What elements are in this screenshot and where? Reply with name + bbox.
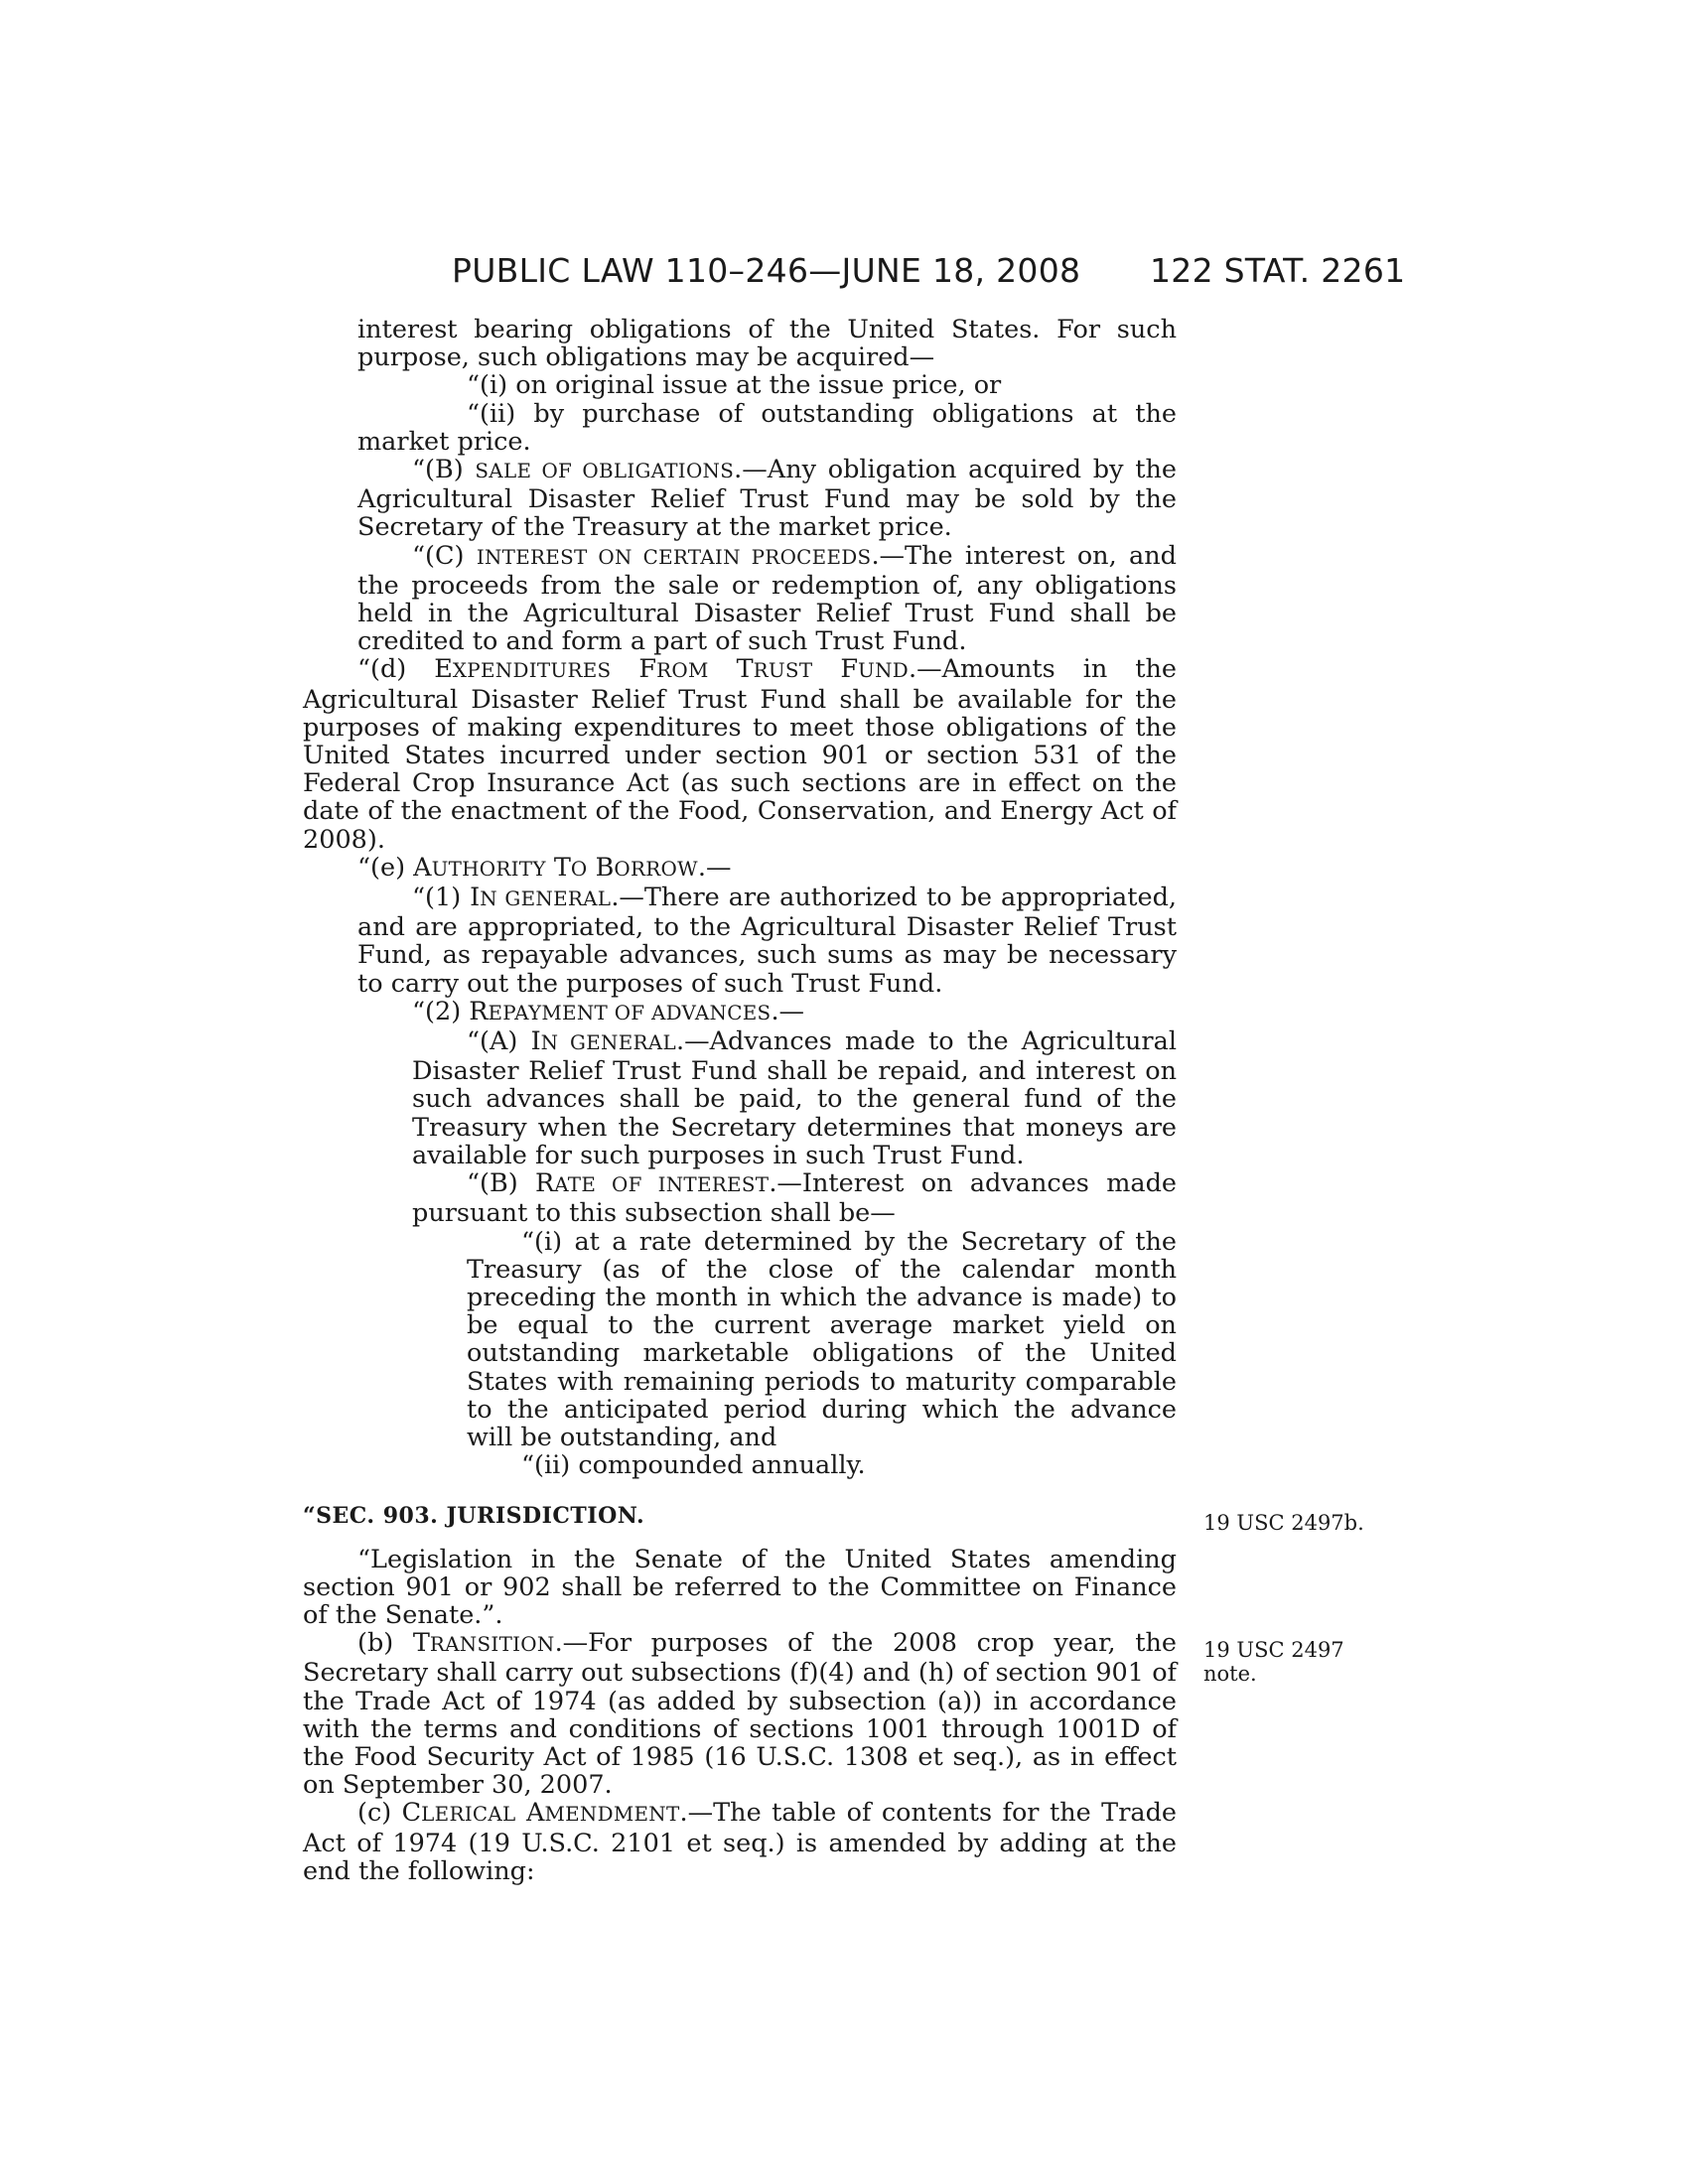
prefix: “(e) <box>357 852 414 883</box>
body-text: .—For purposes of the 2008 crop year, the Secretary shall carry out subsections (f)(4) and (h) of section 901 of the Trade Act of 1974 (as added by subsection (a)) in accordance with the terms and conditions of sections 1001 through 1001D of the Food Security Act of 1985 (16 U.S.C. 1308 et seq.), as in effect on September 30, 2007. <box>303 1628 1177 1801</box>
body-text: .—Interest on advances made pursuant to this subsection shall be— <box>412 1168 1178 1229</box>
prefix: “(B) <box>412 455 476 485</box>
paragraph-1-in-general <box>357 884 1177 998</box>
heading-expenditures: EXPENDITURES FROM TRUST FUND <box>434 654 910 685</box>
body-text: .—There are authorized to be appropriated, and are appropriated, to the Agricultural Disaster Relief Trust Fund, as repayable advances, such sums as may be necessary to carry out the purposes of such Trust Fund. <box>357 883 1177 999</box>
usc-citation: 19 USC 2497 <box>1203 1638 1344 1662</box>
prefix: “(2) <box>412 996 470 1026</box>
prefix: (c) <box>357 1798 402 1829</box>
heading-clerical-amendment: CLERICAL AMENDMENT <box>401 1798 680 1829</box>
heading-transition: TRANSITION <box>412 1628 555 1659</box>
section-903-text: “Legislation in the Senate of the United States amending section 901 or 902 shall be referred to the Committee on Finance of the Senate.”. <box>303 1544 1177 1630</box>
body-text: .—Amounts in the Agricultural Disaster Relief Trust Fund shall be available for the purposes of making expenditures to meet those obligations of the United States incurred under section 901 or section 531 of the Federal Crop Insurance Act (as such sections are in effect on the date of the enactment of the Food, Conservation, and Energy Act of 2008). <box>303 654 1177 855</box>
heading-rate-of-interest: RATE OF INTEREST <box>535 1168 770 1199</box>
body-text: .— <box>771 996 805 1026</box>
body-text: .—The table of contents for the Trade Act of 1974 (19 U.S.C. 2101 et seq.) is amended by adding at the end the following: <box>303 1798 1177 1886</box>
subsection-c-clerical <box>303 1799 1177 1885</box>
heading-in-general: IN GENERAL <box>530 1026 676 1057</box>
body-text: .—The interest on, and the proceeds from the sale or redemption of, any obligations held in the Agricultural Disaster Relief Trust Fund shall be credited to and form a part of such Trust Fund. <box>357 540 1178 657</box>
prefix: “(d) <box>357 654 435 685</box>
body-text: .—Advances made to the Agricultural Disaster Relief Trust Fund shall be repaid, and interest on such advances shall be paid, to the general fund of the Treasury when the Secretary determines that moneys are available for such purposes in such Trust Fund. <box>412 1026 1177 1170</box>
subparagraph-c-interest <box>357 542 1177 656</box>
prefix: “(C) <box>412 540 477 571</box>
subsection-e-borrow <box>303 854 1177 884</box>
margin-note-transition <box>1203 1638 1344 1686</box>
margin-note-sec903 <box>1203 1511 1364 1535</box>
running-title: PUBLIC LAW 110–246—JUNE 18, 2008 <box>452 251 1081 290</box>
clause-ii-purchase: “(ii) by purchase of outstanding obligations at the market price. <box>357 398 1177 457</box>
paragraph-obligations-continued: interest bearing obligations of the United States. For such purpose, such obligations may be acquired— <box>357 315 1177 373</box>
subsection-d-expenditures <box>303 655 1177 853</box>
body-text: .— <box>697 852 732 883</box>
heading-sale-of-obligations: SALE OF OBLIGATIONS <box>475 460 735 483</box>
section-903-heading: “SEC. 903. JURISDICTION. <box>303 1503 645 1530</box>
prefix: “(A) <box>467 1026 531 1057</box>
document-body <box>303 316 1177 1885</box>
prefix: (b) <box>357 1628 413 1659</box>
subparagraph-a-in-general <box>412 1027 1177 1169</box>
statute-page-number: 122 STAT. 2261 <box>1150 251 1406 290</box>
page-header <box>0 241 1688 301</box>
paragraph-2-repayment <box>357 998 1177 1027</box>
heading-interest-on-proceeds: INTEREST ON CERTAIN PROCEEDS <box>476 545 872 569</box>
clause-i-rate-determined: “(i) at a rate determined by the Secretary of the Treasury (as of the close of the calendar month preceding the month in which the advance is made) to be equal to the current average market yield on outstanding marketable obligations of the United States with remaining periods to maturity comparable to the anticipated period during which the advance will be outstanding, and <box>467 1226 1177 1452</box>
clause-i-original-issue: “(i) on original issue at the issue price, or <box>467 370 1002 401</box>
usc-citation-note: note. <box>1203 1662 1257 1686</box>
prefix: “(1) <box>412 883 471 913</box>
clause-ii-compounded: “(ii) compounded annually. <box>521 1450 866 1481</box>
heading-repayment-of-advances: REPAYMENT OF ADVANCES <box>469 996 772 1026</box>
subsection-b-transition <box>303 1629 1177 1799</box>
heading-authority-to-borrow: AUTHORITY TO BORROW <box>413 852 698 883</box>
subparagraph-b-rate <box>412 1169 1177 1227</box>
usc-citation: 19 USC 2497b. <box>1203 1511 1364 1535</box>
heading-in-general: IN GENERAL <box>470 883 612 913</box>
body-text: .—Any obligation acquired by the Agricultural Disaster Relief Trust Fund may be sold by the Secretary of the Treasury at the market price. <box>357 455 1178 543</box>
prefix: “(B) <box>467 1168 536 1199</box>
subparagraph-b-sale <box>357 456 1177 542</box>
